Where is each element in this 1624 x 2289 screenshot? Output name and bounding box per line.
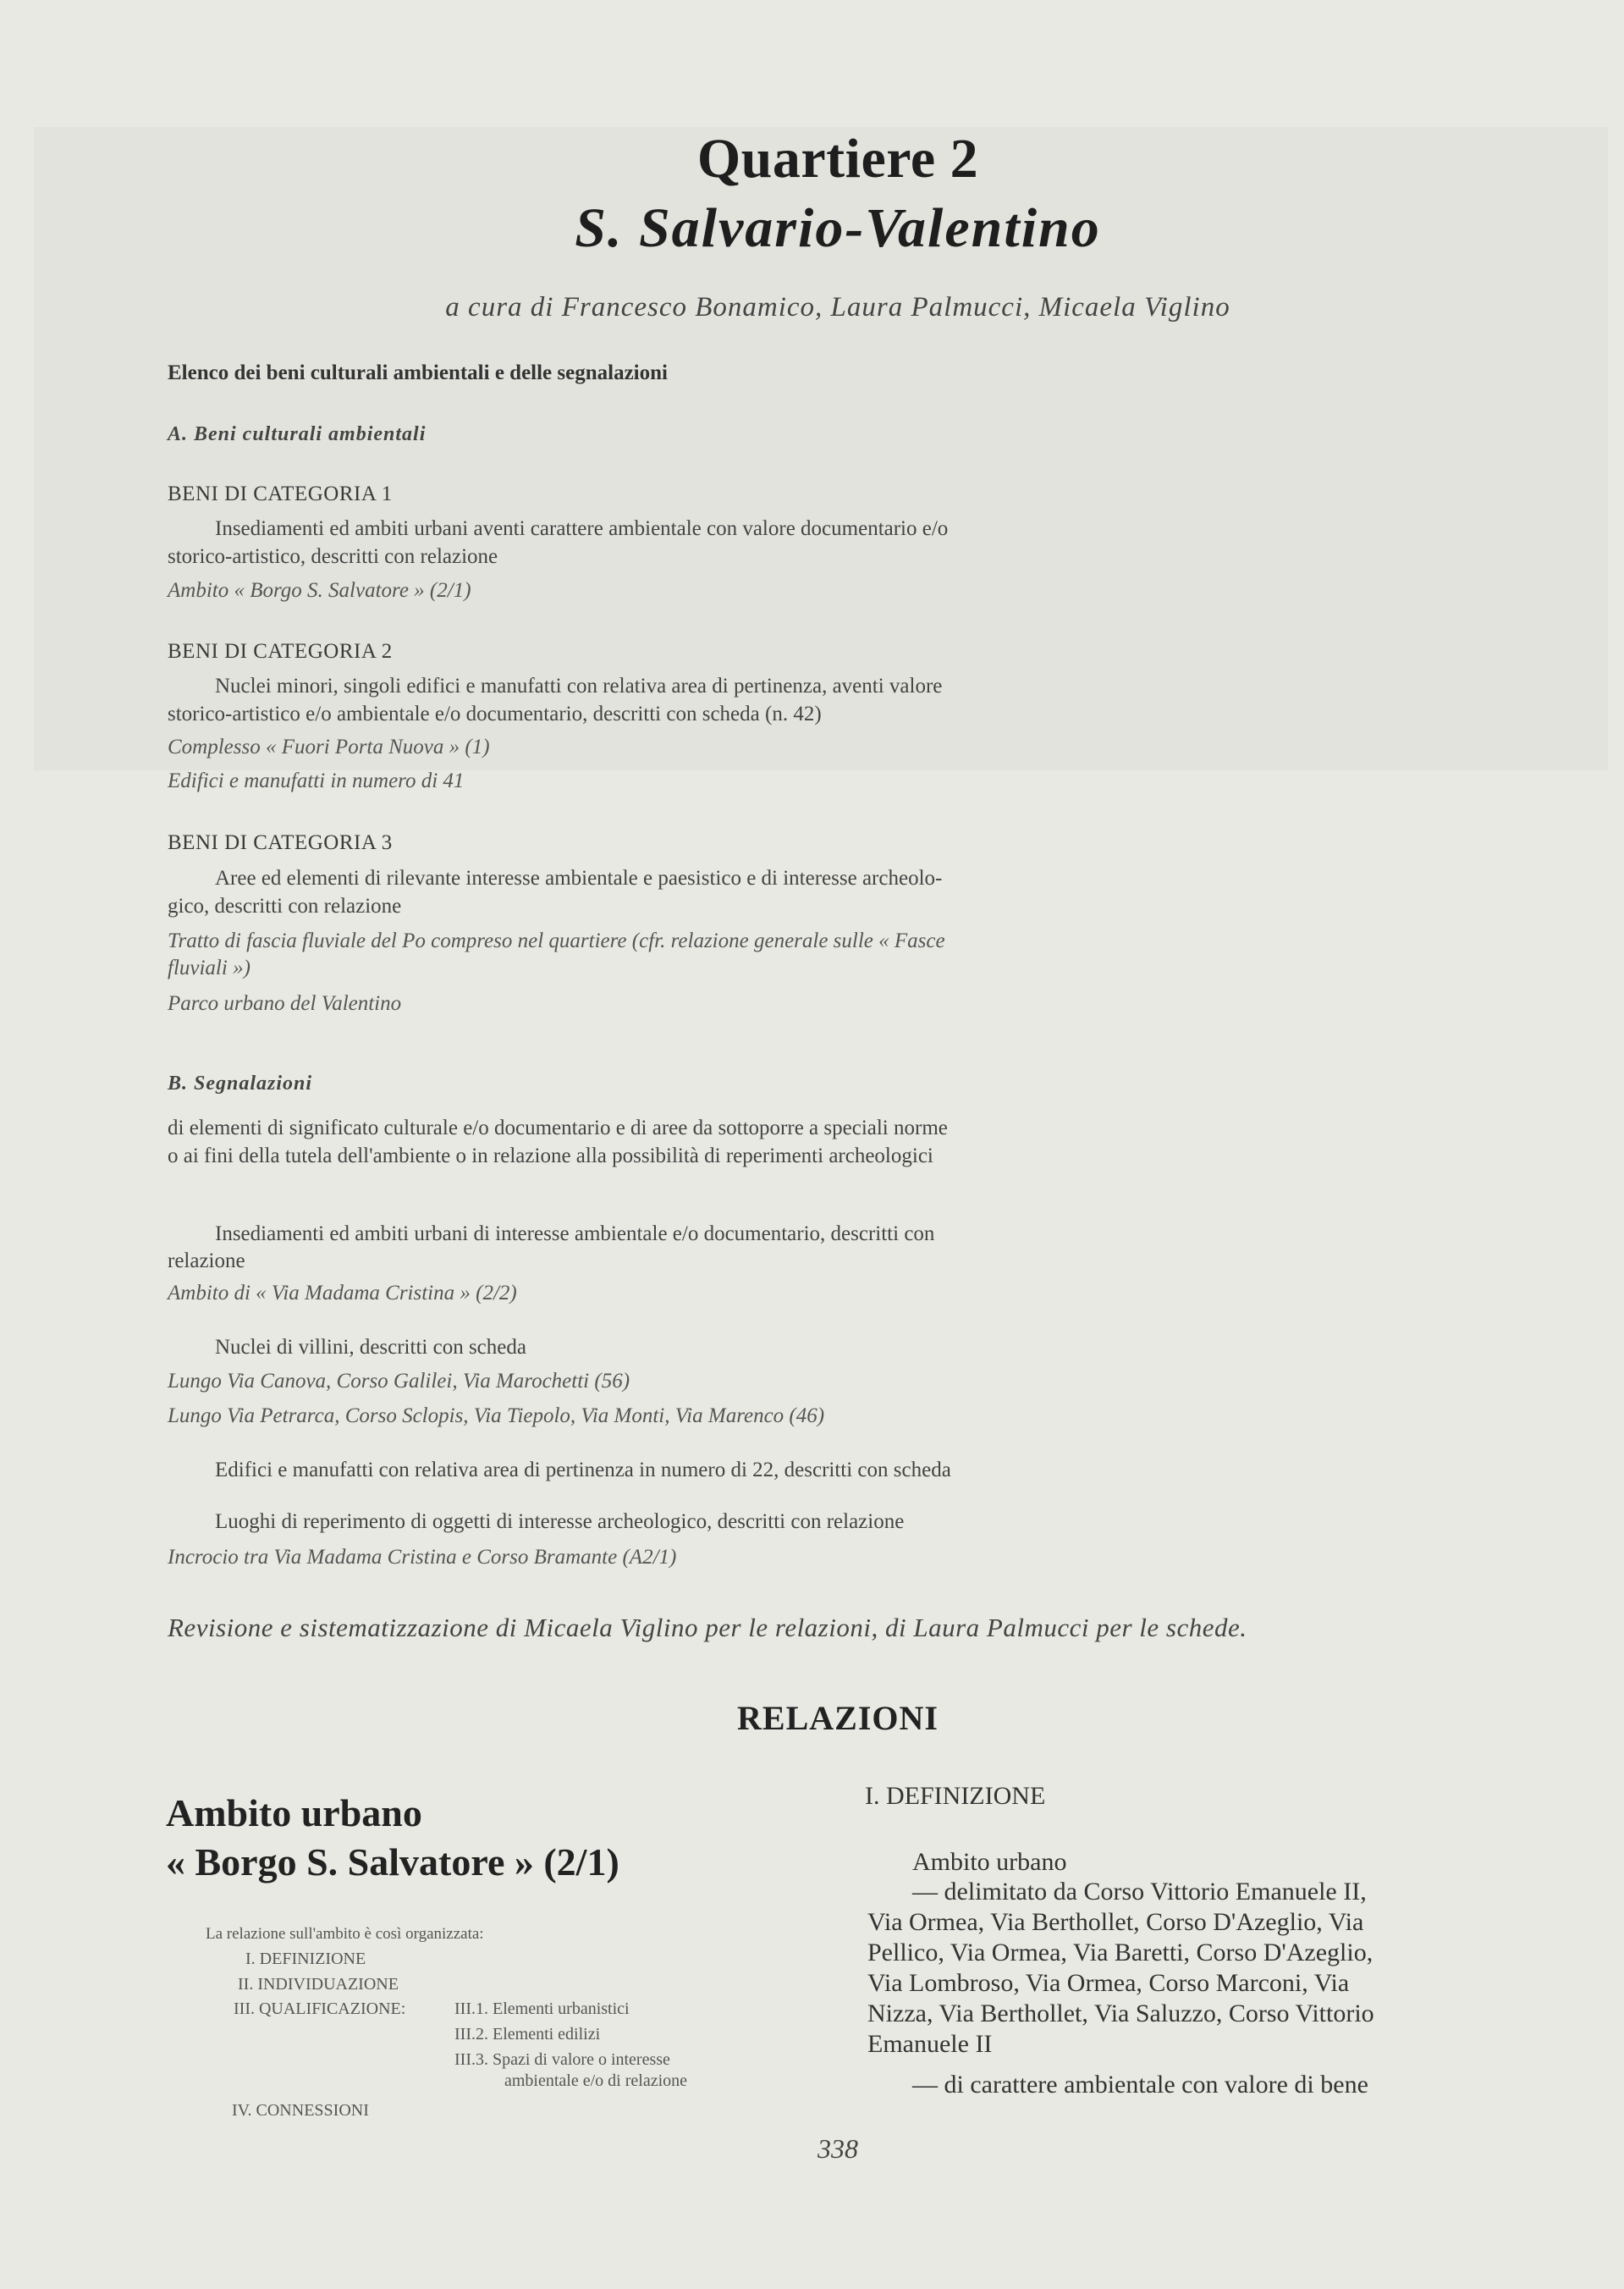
b1-desc-line2: relazione: [168, 1249, 245, 1272]
category-1-desc-line1: Insediamenti ed ambiti urbani aventi carattere ambientale con valore documentario e/o: [215, 517, 949, 540]
category-3-item1-line1: Tratto di fascia fluviale del Po compreso nel quartiere (cfr. relazione generale sulle « Fasce: [168, 929, 945, 952]
org-item-iii3-line1: III.3. Spazi di valore o interesse: [454, 2050, 670, 2069]
definizione-line4: Pellico, Via Ormea, Via Baretti, Corso D'Azeglio,: [867, 1939, 1374, 1966]
organization-intro: La relazione sull'ambito è così organizzata:: [206, 1925, 484, 1943]
definizione-line6: Nizza, Via Berthollet, Via Saluzzo, Corso Vittorio: [867, 1999, 1374, 2027]
category-1-title: BENI DI CATEGORIA 1: [168, 483, 393, 505]
category-2-item1: Complesso « Fuori Porta Nuova » (1): [168, 736, 490, 758]
org-item-i: I. DEFINIZIONE: [245, 1950, 366, 1968]
b3-desc: Edifici e manufatti con relativa area di pertinenza in numero di 22, descritti con scheda: [215, 1459, 951, 1481]
definizione-line3: Via Ormea, Via Berthollet, Corso D'Azeglio, Via: [867, 1908, 1364, 1936]
b2-item1: Lungo Via Canova, Corso Galilei, Via Marochetti (56): [168, 1370, 630, 1393]
list-title: Elenco dei beni culturali ambientali e delle segnalazioni: [168, 361, 668, 384]
category-3-item1-line2: fluviali »): [168, 957, 250, 979]
b2-item2: Lungo Via Petrarca, Corso Sclopis, Via Tiepolo, Via Monti, Via Marenco (46): [168, 1404, 825, 1427]
category-3-desc-line1: Aree ed elementi di rilevante interesse ambientale e paesistico e di interesse archeolo-: [215, 867, 943, 890]
category-2-desc-line1: Nuclei minori, singoli edifici e manufatti con relativa area di pertinenza, aventi valore: [215, 675, 943, 698]
ambito-heading-line2: « Borgo S. Salvatore » (2/1): [166, 1840, 619, 1884]
section-b-heading: B. Segnalazioni: [168, 1073, 313, 1095]
page-title: Quartiere 2: [696, 128, 979, 190]
category-3-item2: Parco urbano del Valentino: [168, 992, 402, 1015]
ambito-heading: [166, 1789, 619, 1887]
revision-note: Revisione e sistematizzazione di Micaela Viglino per le relazioni, di Laura Palmucci per le schede.: [168, 1613, 1247, 1642]
org-item-iii: III. QUALIFICAZIONE:: [234, 1999, 406, 2018]
definizione-line1: Ambito urbano: [912, 1848, 1067, 1876]
definizione-line8: — di carattere ambientale con valore di bene: [912, 2071, 1368, 2099]
relazioni-heading: RELAZIONI: [737, 1699, 939, 1737]
b4-desc: Luoghi di reperimento di oggetti di interesse archeologico, descritti con relazione: [215, 1510, 905, 1533]
category-1-item: Ambito « Borgo S. Salvatore » (2/1): [168, 579, 471, 602]
section-a-heading: A. Beni culturali ambientali: [168, 423, 427, 445]
category-1-desc-line2: storico-artistico, descritti con relazione: [168, 545, 498, 568]
org-item-iii1: III.1. Elementi urbanistici: [454, 1999, 630, 2018]
org-item-iii3-line2: ambientale e/o di relazione: [504, 2071, 688, 2090]
ambito-heading-line1: Ambito urbano: [166, 1791, 422, 1834]
b4-item: Incrocio tra Via Madama Cristina e Corso Bramante (A2/1): [168, 1546, 677, 1569]
b1-item: Ambito di « Via Madama Cristina » (2/2): [168, 1282, 517, 1304]
editors-line: a cura di Francesco Bonamico, Laura Palmucci, Micaela Viglino: [445, 292, 1230, 323]
category-2-item2: Edifici e manufatti in numero di 41: [168, 769, 465, 792]
definizione-line5: Via Lombroso, Via Ormea, Corso Marconi, Via: [867, 1969, 1350, 1997]
page-subtitle: S. Salvario-Valentino: [575, 197, 1101, 259]
org-item-iii2: III.2. Elementi edilizi: [454, 2025, 601, 2044]
page-number: 338: [818, 2133, 858, 2164]
category-2-title: BENI DI CATEGORIA 2: [168, 640, 393, 663]
definizione-line7: Emanuele II: [867, 2030, 993, 2058]
section-b-desc-line2: o ai fini della tutela dell'ambiente o in relazione alla possibilità di reperimenti archeologici: [168, 1144, 933, 1167]
b1-desc-line1: Insediamenti ed ambiti urbani di interesse ambientale e/o documentario, descritti con: [215, 1222, 935, 1245]
section-b-desc-line1: di elementi di significato culturale e/o documentario e di aree da sottoporre a speciali norme: [168, 1117, 948, 1139]
org-item-ii: II. INDIVIDUAZIONE: [238, 1975, 399, 1994]
category-3-title: BENI DI CATEGORIA 3: [168, 831, 393, 854]
org-item-iv: IV. CONNESSIONI: [232, 2101, 369, 2120]
category-3-desc-line2: gico, descritti con relazione: [168, 895, 402, 918]
definizione-line2: — delimitato da Corso Vittorio Emanuele II,: [912, 1878, 1367, 1906]
definizione-heading: I. DEFINIZIONE: [865, 1782, 1046, 1810]
category-2-desc-line2: storico-artistico e/o ambientale e/o documentario, descritti con scheda (n. 42): [168, 703, 822, 725]
b2-desc: Nuclei di villini, descritti con scheda: [215, 1336, 526, 1359]
